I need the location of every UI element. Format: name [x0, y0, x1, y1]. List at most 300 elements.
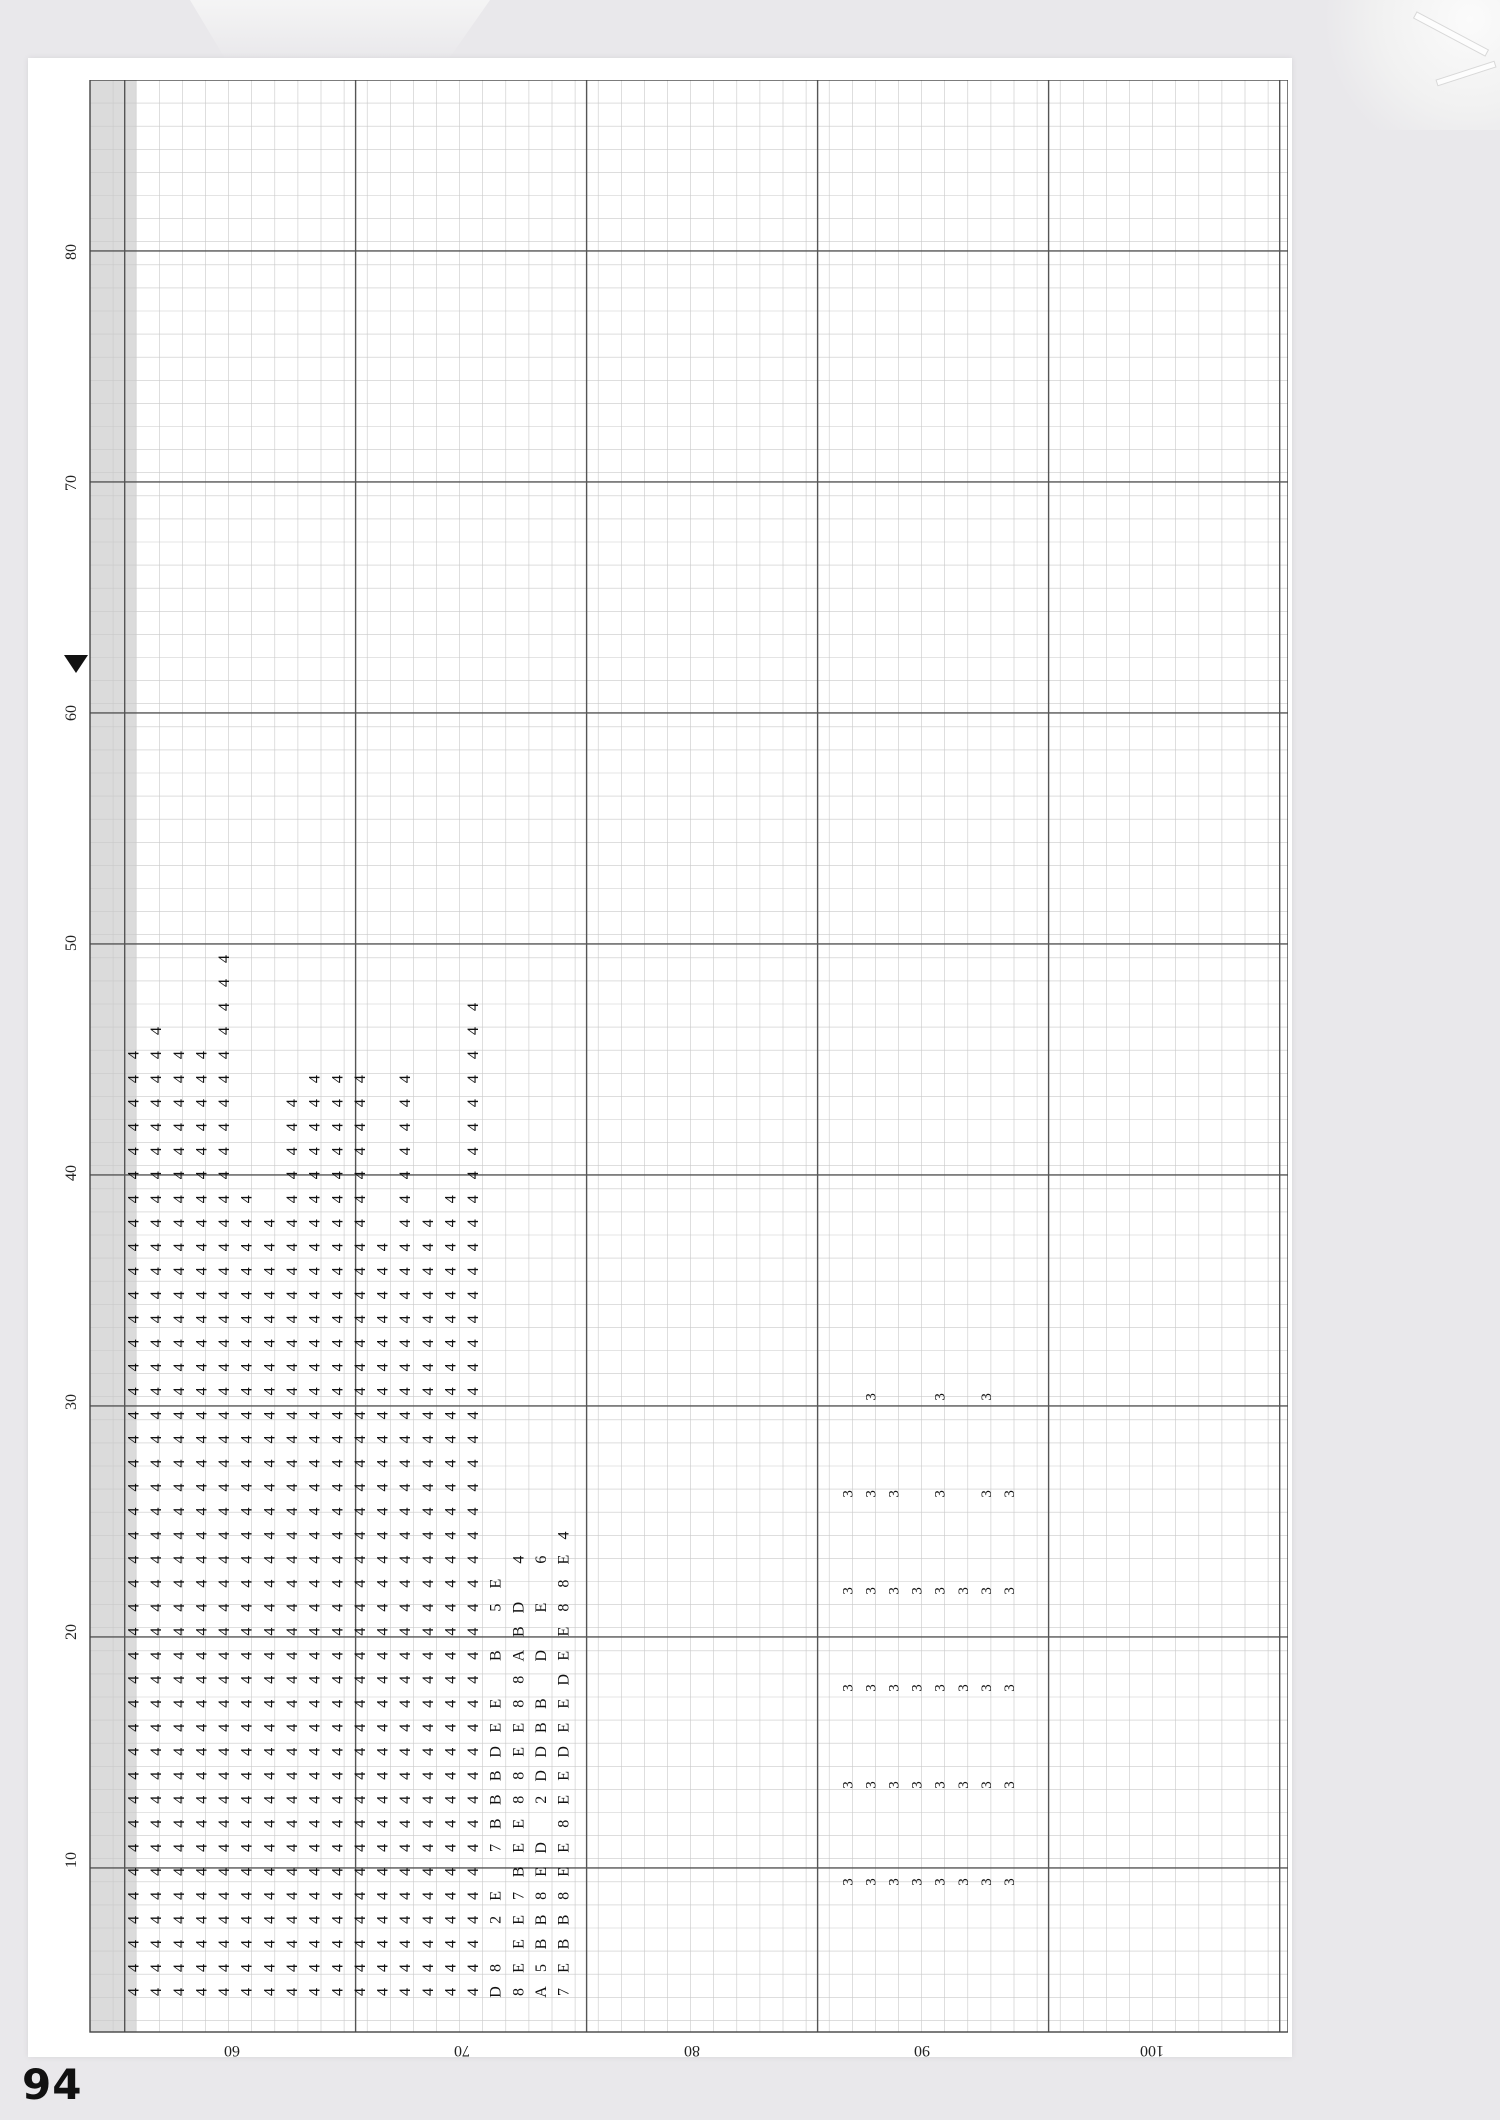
pattern-symbol: 4 — [170, 1339, 188, 1348]
pattern-symbol: 4 — [306, 1771, 324, 1780]
pattern-symbol: 4 — [125, 1099, 143, 1108]
pattern-symbol: 4 — [351, 1435, 369, 1444]
pattern-symbol: 4 — [216, 1915, 234, 1924]
pattern-symbol: 4 — [397, 1171, 415, 1180]
pattern-symbol: 4 — [125, 1771, 143, 1780]
pattern-symbol: 4 — [148, 1171, 166, 1180]
pattern-symbol: E — [487, 1698, 505, 1709]
pattern-symbol: 4 — [193, 1771, 211, 1780]
pattern-symbol: 4 — [465, 1843, 483, 1852]
pattern-symbol: 4 — [193, 1795, 211, 1804]
pattern-symbol: 3 — [886, 1490, 903, 1498]
pattern-symbol: 4 — [397, 1723, 415, 1732]
pattern-symbol: 4 — [193, 1147, 211, 1156]
pattern-symbol: 4 — [306, 1531, 324, 1540]
pattern-symbol: 4 — [170, 1171, 188, 1180]
pattern-symbol: 4 — [261, 1411, 279, 1420]
pattern-symbol: 4 — [329, 1507, 347, 1516]
pattern-symbol: 4 — [238, 1339, 256, 1348]
pattern-symbol: 4 — [351, 1915, 369, 1924]
pattern-symbol: 4 — [397, 1651, 415, 1660]
pattern-symbol: 4 — [238, 1387, 256, 1396]
pattern-symbol: 4 — [465, 1555, 483, 1564]
pattern-symbol: 4 — [148, 1723, 166, 1732]
pattern-symbol: 4 — [261, 1699, 279, 1708]
pattern-symbol: 3 — [909, 1781, 926, 1789]
pattern-symbol: 4 — [261, 1964, 279, 1972]
pattern-symbol: 4 — [374, 1579, 392, 1588]
pattern-symbol: E — [555, 1626, 573, 1637]
pattern-symbol: 4 — [216, 1171, 234, 1180]
pattern-symbol: 4 — [261, 1315, 279, 1324]
pattern-symbol: 4 — [442, 1940, 460, 1948]
pattern-symbol: 4 — [170, 1891, 188, 1900]
pattern-symbol: 4 — [148, 1915, 166, 1924]
pattern-symbol: 4 — [465, 1507, 483, 1516]
pattern-symbol: 4 — [419, 1627, 437, 1636]
pattern-symbol: 4 — [216, 1819, 234, 1828]
pattern-symbol: E — [555, 1650, 573, 1661]
pattern-symbol: 4 — [397, 1819, 415, 1828]
pattern-symbol: 3 — [886, 1781, 903, 1789]
pattern-symbol: E — [510, 1939, 528, 1949]
pattern-symbol: 4 — [329, 1915, 347, 1924]
pattern-symbol: 4 — [261, 1531, 279, 1540]
pattern-symbol: 3 — [932, 1878, 949, 1886]
pattern-symbol: 3 — [909, 1587, 926, 1595]
pattern-symbol: 4 — [465, 1003, 483, 1011]
pattern-symbol: 4 — [284, 1171, 301, 1180]
pattern-symbol: 4 — [306, 1723, 324, 1732]
pattern-symbol: 4 — [351, 1579, 369, 1588]
pattern-symbol: 4 — [351, 1195, 369, 1204]
pattern-symbol: 8 — [555, 1603, 573, 1612]
pattern-symbol: 4 — [284, 1315, 301, 1324]
pattern-symbol: 4 — [193, 1507, 211, 1516]
pattern-symbol: 4 — [170, 1675, 188, 1684]
pattern-symbol: 4 — [238, 1219, 256, 1228]
pattern-symbol: 4 — [170, 1627, 188, 1636]
pattern-symbol: 4 — [261, 1603, 279, 1612]
pattern-symbol: 4 — [306, 1675, 324, 1684]
pattern-symbol: 4 — [238, 1891, 256, 1900]
pattern-symbol: 4 — [261, 1795, 279, 1804]
pattern-symbol: 4 — [125, 1531, 143, 1540]
pattern-symbol: 4 — [148, 1195, 166, 1204]
pattern-symbol: 4 — [284, 1531, 301, 1540]
pattern-symbol: 4 — [397, 1507, 415, 1516]
pattern-symbol: 4 — [148, 1363, 166, 1372]
pattern-symbol: 3 — [978, 1393, 995, 1401]
pattern-symbol: 4 — [351, 1219, 369, 1228]
pattern-symbol: 4 — [374, 1771, 392, 1780]
pattern-symbol: 4 — [351, 1867, 369, 1876]
pattern-symbol: 4 — [193, 1555, 211, 1564]
pattern-symbol: B — [555, 1938, 573, 1950]
pattern-symbol: 4 — [442, 1627, 460, 1636]
pattern-symbol: 4 — [238, 1555, 256, 1564]
pattern-symbol: 4 — [216, 1363, 234, 1372]
pattern-symbol: 4 — [306, 1339, 324, 1348]
pattern-symbol: 4 — [238, 1699, 256, 1708]
row-tick-label: 30 — [63, 1394, 80, 1410]
pattern-symbol: 4 — [351, 1795, 369, 1804]
pattern-symbol: 4 — [125, 1699, 143, 1708]
pattern-symbol: 4 — [216, 1147, 234, 1156]
pattern-symbol: 4 — [397, 1075, 415, 1084]
pattern-symbol: 4 — [442, 1747, 460, 1756]
pattern-symbol: 4 — [306, 1075, 324, 1084]
pattern-symbol: D — [510, 1601, 528, 1614]
pattern-symbol: 3 — [932, 1587, 949, 1595]
pattern-symbol: 4 — [465, 1483, 483, 1492]
pattern-symbol: 4 — [465, 1675, 483, 1684]
pattern-symbol: 4 — [170, 1771, 188, 1780]
pattern-symbol: 4 — [193, 1459, 211, 1468]
pattern-symbol: 4 — [170, 1123, 188, 1132]
pattern-symbol: 4 — [419, 1964, 437, 1972]
pattern-symbol: 4 — [374, 1507, 392, 1516]
col-tick-label: 90 — [914, 2042, 930, 2059]
pattern-symbol: 4 — [465, 1531, 483, 1540]
pattern-symbol: 4 — [125, 1964, 143, 1972]
pattern-symbol: B — [533, 1722, 550, 1734]
pattern-symbol: 3 — [886, 1878, 903, 1886]
pattern-symbol: 4 — [351, 1363, 369, 1372]
pattern-symbol: 4 — [148, 1291, 166, 1300]
pattern-symbol: 4 — [125, 1315, 143, 1324]
pattern-symbol: 4 — [170, 1819, 188, 1828]
pattern-symbol: 4 — [125, 1435, 143, 1444]
pattern-symbol: 4 — [374, 1988, 392, 1996]
pattern-symbol: 3 — [1002, 1587, 1018, 1595]
pattern-symbol: 4 — [125, 1795, 143, 1804]
pattern-symbol: 4 — [442, 1843, 460, 1852]
pattern-symbol: 4 — [351, 1771, 369, 1780]
pattern-symbol: 4 — [465, 1195, 483, 1204]
pattern-symbol: 4 — [284, 1891, 301, 1900]
pattern-symbol: 4 — [329, 1699, 347, 1708]
pattern-symbol: 4 — [216, 1771, 234, 1780]
pattern-symbol: 4 — [397, 1915, 415, 1924]
pattern-symbol: 4 — [125, 1459, 143, 1468]
pattern-symbol: 4 — [125, 1339, 143, 1348]
pattern-symbol: 4 — [351, 1819, 369, 1828]
pattern-symbol: 3 — [932, 1684, 949, 1692]
pattern-symbol: 4 — [193, 1603, 211, 1612]
pattern-symbol: 4 — [216, 1483, 234, 1492]
pattern-symbol: 4 — [442, 1651, 460, 1660]
pattern-symbol: 4 — [397, 1315, 415, 1324]
pattern-symbol: E — [533, 1602, 550, 1613]
pattern-symbol: 4 — [261, 1747, 279, 1756]
pattern-symbol: 4 — [397, 1940, 415, 1948]
pattern-symbol: 4 — [238, 1291, 256, 1300]
pattern-symbol: 4 — [306, 1603, 324, 1612]
pattern-symbol: 4 — [442, 1339, 460, 1348]
row-tick-label: 50 — [63, 935, 80, 951]
pattern-symbol: 4 — [148, 1459, 166, 1468]
pattern-symbol: 4 — [193, 1915, 211, 1924]
pattern-symbol: 4 — [442, 1964, 460, 1972]
pattern-symbol: 4 — [465, 1075, 483, 1084]
pattern-symbol: 4 — [351, 1243, 369, 1252]
pattern-symbol: 4 — [193, 1579, 211, 1588]
pattern-symbol: 4 — [216, 1027, 234, 1035]
pattern-symbol: 4 — [374, 1723, 392, 1732]
pattern-symbol: 4 — [465, 1219, 483, 1228]
pattern-symbol: 4 — [148, 1819, 166, 1828]
pattern-symbol: 4 — [306, 1483, 324, 1492]
pattern-symbol: 4 — [170, 1243, 188, 1252]
pattern-symbol: 4 — [125, 1651, 143, 1660]
pattern-symbol: D — [487, 1986, 505, 1998]
pattern-symbol: 4 — [465, 1267, 483, 1276]
pattern-symbol: 4 — [351, 1723, 369, 1732]
pattern-symbol: 4 — [351, 1988, 369, 1996]
pattern-symbol: 3 — [840, 1490, 857, 1498]
pattern-symbol: 4 — [284, 1964, 301, 1972]
pattern-symbol: 7 — [487, 1843, 505, 1852]
pattern-symbol: 4 — [148, 1099, 166, 1108]
pattern-symbol: 4 — [306, 1579, 324, 1588]
pattern-symbol: E — [510, 1915, 528, 1925]
pattern-symbol: 4 — [284, 1988, 301, 1996]
pattern-symbol: 4 — [170, 1531, 188, 1540]
pattern-symbol: 4 — [148, 1243, 166, 1252]
pattern-symbol: 4 — [419, 1795, 437, 1804]
pattern-symbol: 4 — [148, 1315, 166, 1324]
pattern-symbol: 4 — [238, 1867, 256, 1876]
pattern-symbol: 4 — [465, 1363, 483, 1372]
pattern-symbol: 4 — [306, 1459, 324, 1468]
pattern-symbol: 4 — [193, 1747, 211, 1756]
pattern-symbol: B — [533, 1914, 550, 1926]
pattern-symbol: 3 — [932, 1781, 949, 1789]
minor-grid — [90, 80, 1288, 2032]
pattern-symbol: 4 — [351, 1099, 369, 1108]
pattern-symbol: 4 — [329, 1459, 347, 1468]
pattern-symbol: 4 — [351, 1651, 369, 1660]
pattern-symbol: E — [510, 1722, 528, 1733]
pattern-symbol: 4 — [148, 1771, 166, 1780]
pattern-symbol: 4 — [170, 1795, 188, 1804]
pattern-symbol: 4 — [238, 1940, 256, 1948]
pattern-symbol: 4 — [261, 1435, 279, 1444]
pattern-symbol: 4 — [216, 1051, 234, 1060]
pattern-symbol: 4 — [170, 1315, 188, 1324]
pattern-symbol: 4 — [238, 1771, 256, 1780]
pattern-symbol: 4 — [442, 1915, 460, 1924]
pattern-symbol: 4 — [419, 1411, 437, 1420]
pattern-symbol: 3 — [955, 1684, 972, 1692]
pattern-symbol: 4 — [193, 1627, 211, 1636]
pattern-symbol: 4 — [125, 1363, 143, 1372]
pattern-symbol: 4 — [374, 1964, 392, 1972]
col-tick-label: 100 — [1140, 2042, 1164, 2059]
pattern-symbol: 4 — [442, 1819, 460, 1828]
pattern-symbol: 4 — [193, 1675, 211, 1684]
pattern-symbol: 4 — [284, 1363, 301, 1372]
pattern-symbol: 4 — [125, 1507, 143, 1516]
pattern-symbol: 4 — [193, 1483, 211, 1492]
pattern-symbol: 4 — [193, 1171, 211, 1180]
pattern-symbol: 4 — [284, 1267, 301, 1276]
pattern-symbol: 4 — [193, 1363, 211, 1372]
pattern-symbol: 4 — [148, 1795, 166, 1804]
pattern-symbol: 4 — [216, 1099, 234, 1108]
pattern-symbol: 4 — [306, 1411, 324, 1420]
pattern-symbol: 4 — [419, 1940, 437, 1948]
pattern-symbol: 4 — [306, 1507, 324, 1516]
pattern-symbol: 4 — [419, 1483, 437, 1492]
pattern-symbol: 4 — [238, 1579, 256, 1588]
pattern-symbol: 4 — [351, 1891, 369, 1900]
pattern-symbol: 4 — [465, 1579, 483, 1588]
pattern-symbol: 3 — [1002, 1490, 1018, 1498]
pattern-symbol: 4 — [397, 1123, 415, 1132]
pattern-symbol: 4 — [125, 1123, 143, 1132]
pattern-symbol: 4 — [284, 1747, 301, 1756]
pattern-symbol: 4 — [125, 1243, 143, 1252]
pattern-symbol: 4 — [329, 1339, 347, 1348]
pattern-symbol: 4 — [374, 1603, 392, 1612]
pattern-symbol: 4 — [193, 1219, 211, 1228]
pattern-symbol: 4 — [306, 1699, 324, 1708]
pattern-symbol: 4 — [374, 1747, 392, 1756]
pattern-symbol: 4 — [148, 1507, 166, 1516]
pattern-symbol: 4 — [419, 1867, 437, 1876]
pattern-symbol: 4 — [125, 1819, 143, 1828]
pattern-symbol: 4 — [329, 1964, 347, 1972]
pattern-symbol: 4 — [261, 1579, 279, 1588]
pattern-symbol: 4 — [419, 1819, 437, 1828]
pattern-symbol: 3 — [863, 1490, 880, 1498]
pattern-symbol: 4 — [329, 1627, 347, 1636]
pattern-symbol: 4 — [374, 1339, 392, 1348]
pattern-symbol: 4 — [442, 1867, 460, 1876]
pattern-symbol: 4 — [238, 1651, 256, 1660]
pattern-symbol: 4 — [261, 1483, 279, 1492]
pattern-symbol: 4 — [170, 1747, 188, 1756]
pattern-symbol: 4 — [329, 1195, 347, 1204]
pattern-symbol: 3 — [840, 1587, 857, 1595]
pattern-symbol: 4 — [125, 1579, 143, 1588]
pattern-symbol: 4 — [351, 1747, 369, 1756]
pattern-symbol: 4 — [125, 1675, 143, 1684]
pattern-symbol: 4 — [465, 1988, 483, 1996]
pattern-symbol: 4 — [419, 1315, 437, 1324]
pattern-symbol: 4 — [374, 1291, 392, 1300]
pattern-symbol: 4 — [125, 1891, 143, 1900]
pattern-symbol: 4 — [397, 1988, 415, 1996]
pattern-symbol: 4 — [284, 1291, 301, 1300]
pattern-symbol: 4 — [216, 1411, 234, 1420]
pattern-symbol: 4 — [148, 1579, 166, 1588]
pattern-symbol: 4 — [261, 1387, 279, 1396]
pattern-symbol: 4 — [465, 1603, 483, 1612]
pattern-symbol: 4 — [351, 1507, 369, 1516]
pattern-symbol: 3 — [932, 1490, 949, 1498]
pattern-symbol: 4 — [238, 1795, 256, 1804]
pattern-symbol: 4 — [374, 1627, 392, 1636]
pattern-symbol: 4 — [193, 1891, 211, 1900]
pattern-symbol: B — [555, 1914, 573, 1926]
pattern-symbol: 8 — [510, 1771, 528, 1780]
pattern-symbol: 4 — [442, 1459, 460, 1468]
pattern-symbol: 4 — [306, 1843, 324, 1852]
pattern-symbol: 4 — [216, 1507, 234, 1516]
chart-frame — [90, 80, 1288, 2032]
pattern-symbol: 4 — [351, 1675, 369, 1684]
pattern-symbol: 7 — [555, 1988, 573, 1996]
pattern-symbol: 4 — [193, 1291, 211, 1300]
pattern-symbol: 4 — [442, 1411, 460, 1420]
pattern-symbol: 4 — [284, 1819, 301, 1828]
pattern-symbol: 4 — [374, 1435, 392, 1444]
pattern-symbol: E — [510, 1818, 528, 1829]
pattern-symbol: 4 — [284, 1915, 301, 1924]
pattern-symbol: 4 — [284, 1675, 301, 1684]
pattern-symbol: 4 — [329, 1291, 347, 1300]
pattern-symbol: 4 — [170, 1051, 188, 1060]
pattern-symbol: 4 — [238, 1723, 256, 1732]
pattern-symbol: 4 — [442, 1988, 460, 1996]
pattern-symbol: 4 — [329, 1603, 347, 1612]
row-tick-label: 80 — [63, 244, 80, 260]
pattern-symbol: 4 — [193, 1843, 211, 1852]
pattern-symbol: 4 — [306, 1291, 324, 1300]
pattern-symbol: 4 — [216, 979, 234, 987]
pattern-symbol: 4 — [329, 1819, 347, 1828]
pattern-symbol: 4 — [284, 1339, 301, 1348]
pattern-symbol: 8 — [487, 1964, 505, 1972]
pattern-symbol: 4 — [216, 1315, 234, 1324]
pattern-symbol: 4 — [238, 1627, 256, 1636]
pattern-symbol: 4 — [465, 1867, 483, 1876]
row-tick-label: 40 — [63, 1165, 80, 1181]
pattern-symbol: 4 — [170, 1483, 188, 1492]
pattern-symbol: 4 — [261, 1843, 279, 1852]
pattern-symbol: 3 — [978, 1878, 995, 1886]
pattern-symbol: 8 — [555, 1891, 573, 1900]
pattern-symbol: E — [555, 1554, 573, 1565]
pattern-symbol: 4 — [148, 1651, 166, 1660]
pattern-symbol: 4 — [170, 1843, 188, 1852]
pattern-symbol: E — [510, 1963, 528, 1973]
pattern-symbol: 3 — [978, 1781, 995, 1789]
pattern-symbol: 4 — [216, 1219, 234, 1228]
pattern-symbol: 4 — [148, 1699, 166, 1708]
pattern-symbol: 4 — [193, 1699, 211, 1708]
pattern-symbol: 4 — [148, 1843, 166, 1852]
pattern-symbol: 4 — [442, 1507, 460, 1516]
pattern-symbol: 4 — [442, 1195, 460, 1204]
pattern-symbol: 4 — [351, 1964, 369, 1972]
pattern-symbol: 4 — [216, 1747, 234, 1756]
pattern-symbol: 4 — [261, 1675, 279, 1684]
pattern-symbol: 4 — [284, 1387, 301, 1396]
pattern-symbol: 4 — [397, 1099, 415, 1108]
pattern-symbol: 4 — [442, 1771, 460, 1780]
pattern-symbol: 4 — [419, 1771, 437, 1780]
pattern-symbol: 4 — [193, 1723, 211, 1732]
pattern-symbol: D — [533, 1842, 550, 1854]
pattern-symbol: 4 — [419, 1243, 437, 1252]
pattern-symbol: 4 — [419, 1267, 437, 1276]
pattern-symbol: 4 — [238, 1267, 256, 1276]
pattern-symbol: 4 — [329, 1771, 347, 1780]
